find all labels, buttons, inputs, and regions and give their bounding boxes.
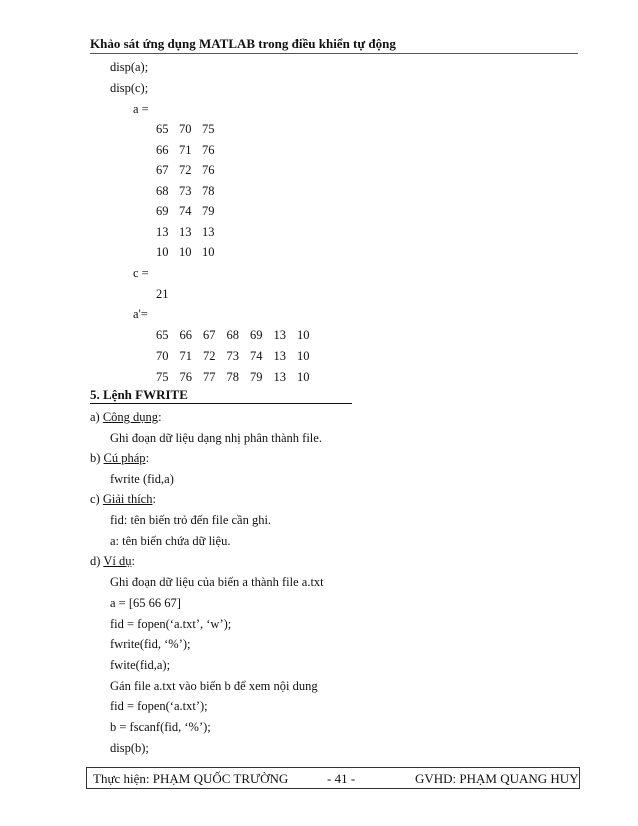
example-line: fwite(fid,a); <box>110 658 171 672</box>
matrix-cell: 10 <box>297 328 310 342</box>
example-line: Ghi đoạn dữ liệu của biến a thành file a.txt <box>110 575 324 589</box>
subsection-c-line: a: tên biến chứa dữ liệu. <box>110 534 231 548</box>
subsection-b-text: fwrite (fid,a) <box>110 472 174 486</box>
footer-page-number: - 41 - <box>327 771 356 786</box>
matrix-row <box>156 122 225 136</box>
header-rule <box>90 53 578 54</box>
matrix-cell: 66 <box>156 142 169 157</box>
subsection-a-text: Ghi đoạn dữ liệu dạng nhị phân thành file. <box>110 431 322 445</box>
matrix-cell: 73 <box>226 349 239 363</box>
matrix-cell: 66 <box>179 328 192 342</box>
matrix-cell: 78 <box>226 370 239 384</box>
matrix-cell: 13 <box>273 370 286 384</box>
matrix-cell: 67 <box>156 163 169 177</box>
matrix-cell: 71 <box>179 349 192 363</box>
matrix-cell: 13 <box>179 224 192 239</box>
matrix-row <box>156 143 225 157</box>
matrix-cell: 65 <box>156 328 169 342</box>
matrix-cell: 13 <box>156 224 169 239</box>
matrix-cell: 73 <box>179 183 192 198</box>
matrix-cell: 68 <box>156 183 169 198</box>
matrix-cell: 69 <box>156 204 169 218</box>
code-line: disp(a); <box>110 60 149 74</box>
matrix-cell: 78 <box>202 183 215 198</box>
subsection-d: d) Ví dụ: <box>90 554 135 568</box>
example-line: fid = fopen(‘a.txt’, ‘w’); <box>110 617 232 631</box>
example-line: b = fscanf(fid, ‘%’); <box>110 720 211 734</box>
matrix-cell: 76 <box>202 142 215 157</box>
matrix-row <box>156 204 225 218</box>
matrix-cell: 70 <box>156 349 169 363</box>
subsection-a: a) Công dụng: <box>90 410 162 424</box>
example-line: disp(b); <box>110 741 149 755</box>
matrix-row <box>156 225 225 239</box>
matrix-cell: 72 <box>203 349 216 363</box>
matrix-cell: 13 <box>273 328 286 342</box>
matrix-cell: 10 <box>297 370 310 384</box>
example-line: Gán file a.txt vào biến b để xem nội dung <box>110 679 318 693</box>
output-c-value: 21 <box>156 287 169 301</box>
example-line: fwrite(fid, ‘%’); <box>110 637 191 651</box>
footer-advisor: GVHD: PHẠM QUANG HUY <box>415 771 579 786</box>
matrix-cell: 10 <box>202 245 215 259</box>
matrix-row <box>156 184 225 198</box>
code-line: disp(c); <box>110 81 149 95</box>
matrix-cell: 79 <box>202 204 215 218</box>
matrix-cell: 13 <box>202 224 215 239</box>
matrix-row <box>156 349 321 363</box>
subsection-b: b) Cú pháp: <box>90 451 150 465</box>
matrix-cell: 69 <box>250 328 263 342</box>
page-footer <box>86 767 580 789</box>
matrix-cell: 67 <box>203 328 216 342</box>
matrix-cell: 74 <box>179 204 192 218</box>
matrix-cell: 71 <box>179 142 192 157</box>
matrix-row <box>156 328 321 342</box>
matrix-cell: 70 <box>179 122 192 136</box>
matrix-cell: 65 <box>156 122 169 136</box>
output-c-label: c = <box>133 266 149 280</box>
section-5-heading: 5. Lệnh FWRITE <box>90 388 352 404</box>
footer-author: Thực hiện: PHẠM QUỐC TRƯỜNG <box>93 771 289 786</box>
example-line: fid = fopen(‘a.txt’); <box>110 699 208 713</box>
matrix-cell: 76 <box>202 163 215 177</box>
matrix-row <box>156 245 225 259</box>
matrix-cell: 10 <box>179 245 192 259</box>
output-at-label: a'= <box>133 307 148 321</box>
matrix-cell: 74 <box>250 349 263 363</box>
matrix-cell: 76 <box>179 370 192 384</box>
matrix-cell: 10 <box>156 245 169 259</box>
subsection-c: c) Giải thích: <box>90 492 156 506</box>
matrix-cell: 13 <box>273 349 286 363</box>
page-header-title: Khảo sát ứng dụng MATLAB trong điều khiển tự động <box>90 36 396 51</box>
example-line: a = [65 66 67] <box>110 596 181 610</box>
output-a-label: a = <box>133 102 149 116</box>
matrix-cell: 75 <box>156 370 169 384</box>
matrix-cell: 68 <box>226 328 239 342</box>
matrix-cell: 79 <box>250 370 263 384</box>
matrix-cell: 75 <box>202 122 215 136</box>
matrix-row <box>156 370 321 384</box>
subsection-c-line: fid: tên biến trỏ đến file cần ghi. <box>110 513 272 527</box>
matrix-cell: 10 <box>297 349 310 363</box>
matrix-row <box>156 163 225 177</box>
matrix-cell: 72 <box>179 163 192 177</box>
matrix-cell: 77 <box>203 370 216 384</box>
